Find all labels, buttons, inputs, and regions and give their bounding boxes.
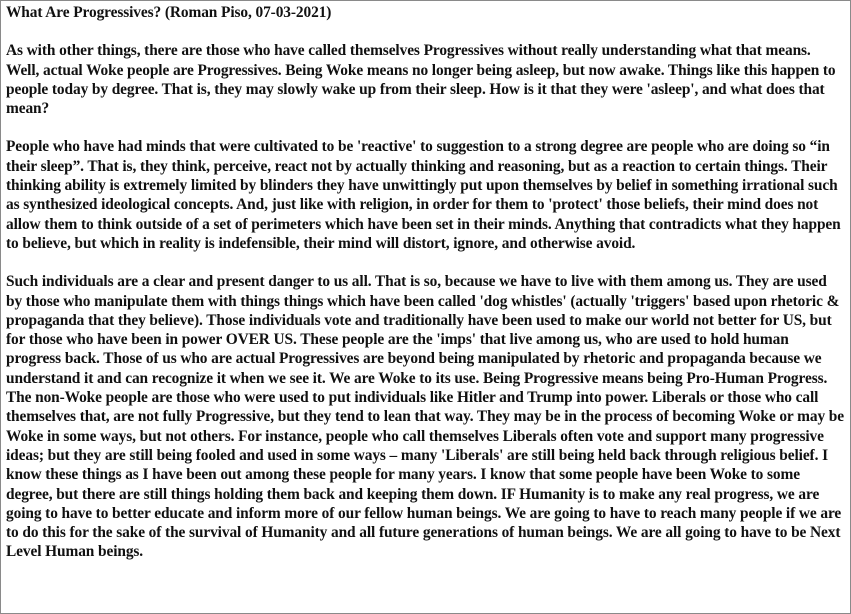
document-title: What Are Progressives? (Roman Piso, 07-03-2021) [6, 4, 332, 21]
paragraph-3: Such individuals are a clear and present danger to us all. That is so, because we have to live with them among us. They are used by those who manipulate them with things things which have been called 'dog whistles' (actually 'triggers' based upon rhetoric & propaganda that they believe). Those individuals vote and traditionally have been used to make our world not better for US, but for those who have been in power OVER US. These people are the 'imps' that live among us, who are used to hold human progress back. Those of us who are actual Progressives are beyond being manipulated by rhetoric and propaganda because we understand it and can recognize it when we see it. We are Woke to its use. Being Progressive means being Pro-Human Progress. The non-Woke people are those who were used to put individuals like Hitler and Trump into power. Liberals or those who call themselves that, are not fully Progressive, but they tend to lean that way. They may be in the process of becoming Woke or may be Woke in some ways, but not others. For instance, people who call themselves Liberals often vote and support many progressive ideas; but they are still being fooled and used in some ways – many 'Liberals' are still being held back through religious belief. I know these things as I have been out among these people for many years. I know that some people have been Woke to some degree, but there are still things holding them back and keeping them down. IF Humanity is to make any real progress, we are going to have to better educate and inform more of our fellow human beings. We are going to have to reach many people if we are to do this for the sake of the survival of Humanity and all future generations of human beings. We are all going to have to be Next Level Human beings. [6, 273, 844, 561]
paragraph-1: As with other things, there are those who have called themselves Progressives without really understanding what that means. Well, actual Woke people are Progressives. Being Woke means no longer being asleep, but now awake. Things like this happen to people today by degree. That is, they may slowly wake up from their sleep. How is it that they were 'asleep', and what does that mean? [6, 42, 836, 118]
paragraph-2: People who have had minds that were cultivated to be 'reactive' to suggestion to a strong degree are people who are doing so “in their sleep”. That is, they think, perceive, react not by actually thinking and reasoning, but as a reaction to certain things. Their thinking ability is extremely limited by blinders they have unwittingly put upon themselves by belief in something irrational such as synthesized ideological concepts. And, just like with religion, in order for them to 'protect' those beliefs, their mind does not allow them to think outside of a set of perimeters which have been set in their minds. Anything that contradicts what they happen to believe, but which in reality is indefensible, their mind will distort, ignore, and otherwise avoid. [6, 138, 841, 252]
